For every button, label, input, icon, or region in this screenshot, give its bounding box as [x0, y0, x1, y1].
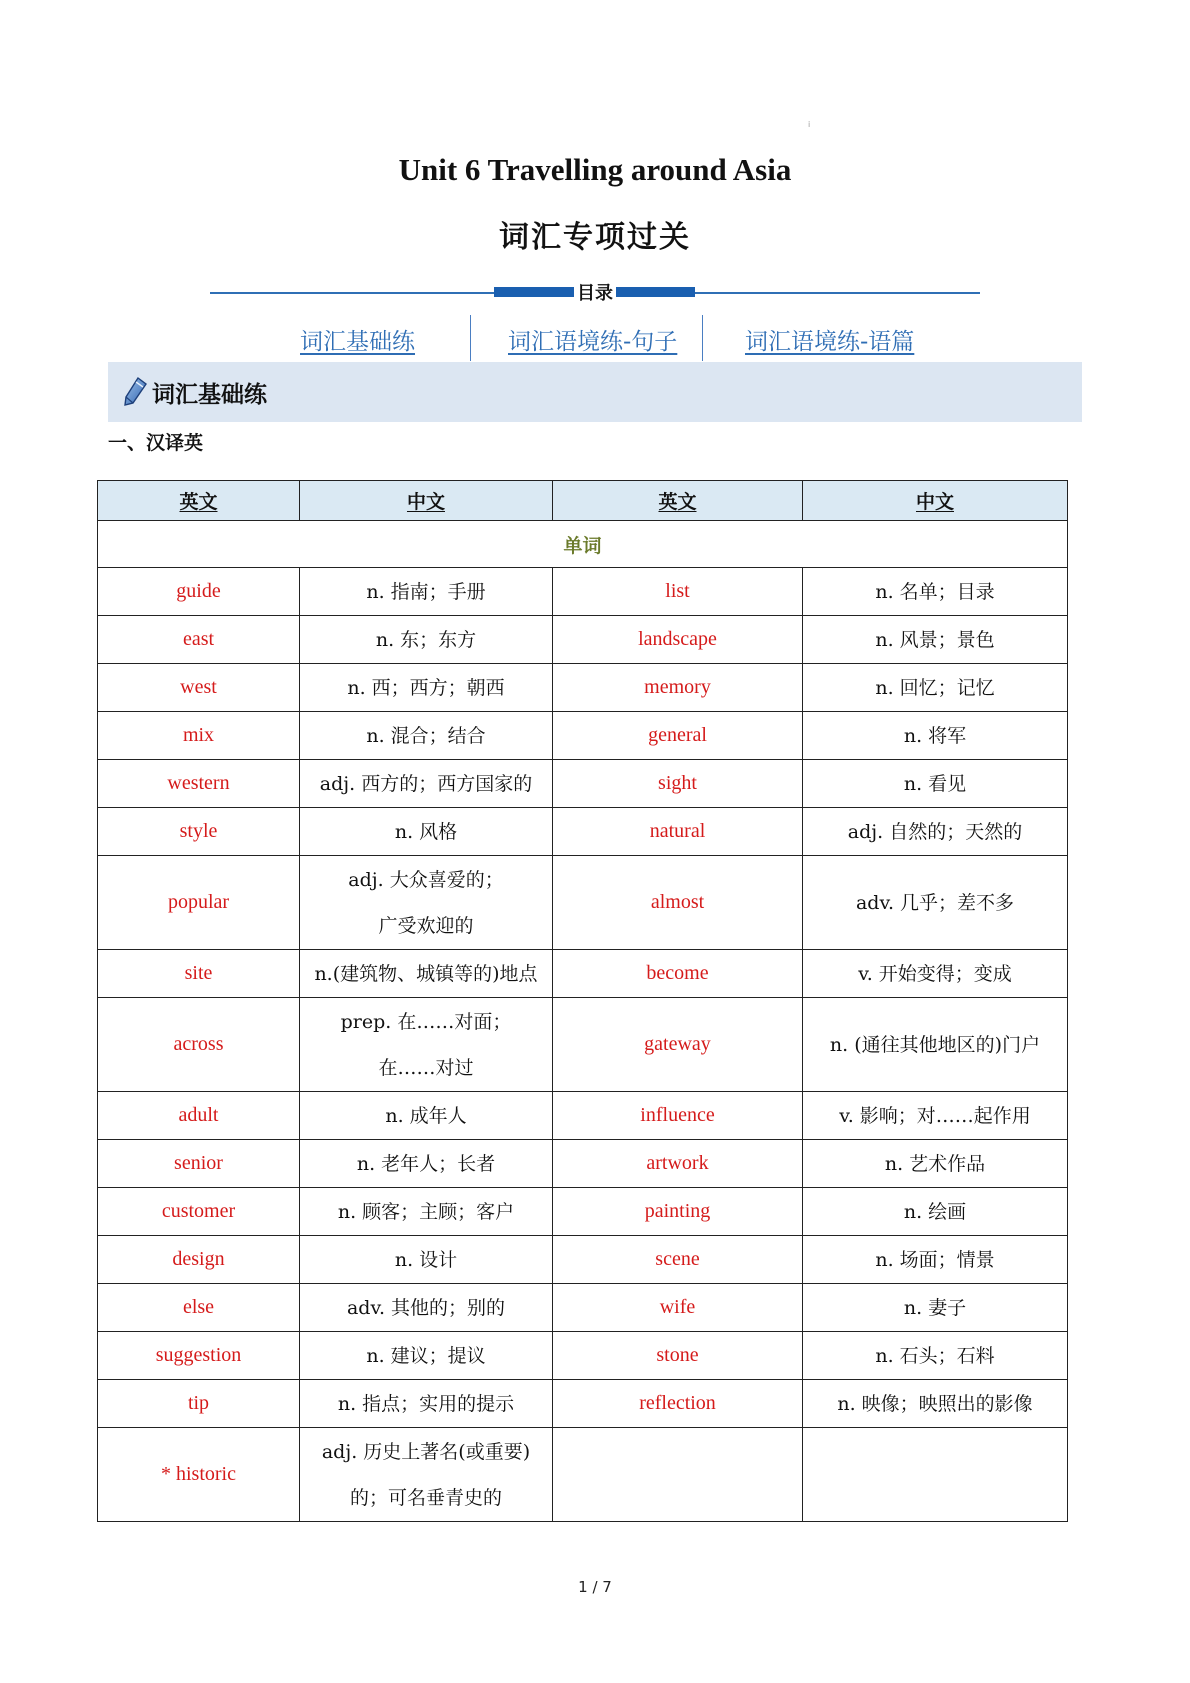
- english-word-cell: [553, 712, 803, 760]
- english-word-cell: [98, 1092, 300, 1140]
- chinese-meaning-cell: [803, 664, 1068, 712]
- chinese-meaning-cell: [803, 616, 1068, 664]
- chinese-meaning: adj. 自然的；天然的: [847, 820, 1023, 843]
- chinese-meaning: n. 西；西方；朝西: [347, 676, 505, 699]
- toc-link-passage[interactable]: 词汇语境练-语篇: [745, 329, 915, 355]
- toc-block-right: [616, 287, 695, 297]
- chinese-meaning: v. 影响；对……起作用: [839, 1104, 1031, 1127]
- chinese-meaning-cell: [300, 950, 553, 998]
- chinese-meaning: 的；可名垂青史的: [349, 1486, 502, 1509]
- table-row: [98, 1428, 1068, 1522]
- chinese-meaning: n. 场面；情景: [875, 1248, 995, 1271]
- english-word-cell: [98, 1188, 300, 1236]
- english-word: * historic: [161, 1463, 236, 1485]
- english-word-cell: [553, 568, 803, 616]
- chinese-meaning-cell: [300, 1428, 553, 1522]
- chinese-meaning: n. 顾客；主顾；客户: [337, 1200, 515, 1223]
- chinese-meaning: n. 风格: [394, 820, 458, 843]
- chinese-meaning-cell: [803, 1380, 1068, 1428]
- english-word-cell: [553, 808, 803, 856]
- chinese-meaning: n. 绘画: [903, 1200, 967, 1223]
- english-word-cell: [98, 856, 300, 950]
- english-word: western: [167, 772, 230, 794]
- toc-link-basic[interactable]: 词汇基础练: [300, 329, 415, 355]
- table-row: [98, 1284, 1068, 1332]
- group-row: [98, 521, 1068, 568]
- english-word: popular: [167, 891, 230, 913]
- english-word-cell: [98, 808, 300, 856]
- chinese-meaning-cell: [300, 664, 553, 712]
- chinese-meaning-cell: [300, 712, 553, 760]
- chinese-meaning: n. 成年人: [385, 1104, 467, 1127]
- english-word: senior: [174, 1152, 223, 1174]
- english-word: influence: [640, 1104, 715, 1126]
- page-number: 1 / 7: [578, 1578, 612, 1596]
- chinese-meaning: adj. 大众喜爱的；: [348, 868, 504, 891]
- chinese-meaning: prep. 在……对面；: [340, 1010, 512, 1033]
- english-word-cell: [98, 1284, 300, 1332]
- english-word-cell: [553, 1140, 803, 1188]
- chinese-meaning: v. 开始变得；变成: [858, 962, 1012, 985]
- table-row: [98, 1332, 1068, 1380]
- chinese-meaning-cell: [300, 568, 553, 616]
- chinese-meaning-cell: [803, 998, 1068, 1092]
- english-word-cell: [553, 1188, 803, 1236]
- chinese-meaning: n. 映像；映照出的影像: [837, 1392, 1033, 1415]
- english-word-cell: [553, 998, 803, 1092]
- chinese-meaning-cell: [300, 1380, 553, 1428]
- chinese-meaning: n. 指点；实用的提示: [337, 1392, 515, 1415]
- english-word: else: [182, 1296, 215, 1318]
- english-word: almost: [650, 891, 705, 913]
- chinese-meaning-cell: [803, 568, 1068, 616]
- chinese-meaning: n. 看见: [903, 772, 967, 795]
- section-title: 词汇基础练: [152, 382, 267, 408]
- column-header-chinese: 中文: [803, 481, 1068, 521]
- english-word: tip: [187, 1392, 210, 1414]
- group-label: 单词: [98, 521, 1068, 568]
- chinese-meaning-cell: [803, 760, 1068, 808]
- chinese-meaning-cell: [803, 808, 1068, 856]
- chinese-meaning-cell: [803, 1140, 1068, 1188]
- page-subtitle: 词汇专项过关: [499, 220, 691, 255]
- english-word-cell: [553, 616, 803, 664]
- english-word: reflection: [639, 1392, 716, 1414]
- english-word: west: [180, 676, 217, 698]
- english-word-cell: [553, 1428, 803, 1522]
- chinese-meaning-cell: [803, 1236, 1068, 1284]
- english-word-cell: [98, 568, 300, 616]
- chinese-meaning: n. 东；东方: [375, 628, 477, 651]
- page-title: Unit 6 Travelling around Asia: [398, 152, 792, 187]
- table-row: [98, 1092, 1068, 1140]
- english-word: across: [173, 1033, 224, 1055]
- chinese-meaning-cell: [300, 1140, 553, 1188]
- chinese-meaning: adj. 历史上著名(或重要): [321, 1440, 531, 1463]
- english-word-cell: [98, 1380, 300, 1428]
- english-word: mix: [182, 724, 215, 746]
- chinese-meaning-cell: [300, 856, 553, 950]
- english-word: east: [182, 628, 215, 650]
- column-header-english: 英文: [553, 481, 803, 521]
- english-word-cell: [98, 664, 300, 712]
- english-word: artwork: [646, 1152, 709, 1174]
- chinese-meaning: n. 艺术作品: [884, 1152, 986, 1175]
- chinese-meaning: n. 建议；提议: [366, 1344, 486, 1367]
- exercise-heading: 一、汉译英: [108, 432, 204, 454]
- english-word-cell: [98, 1236, 300, 1284]
- table-row: [98, 616, 1068, 664]
- english-word-cell: [553, 856, 803, 950]
- chinese-meaning: n. 老年人；长者: [356, 1152, 496, 1175]
- english-word: stone: [656, 1344, 699, 1366]
- chinese-meaning-cell: [803, 1332, 1068, 1380]
- table-row: [98, 808, 1068, 856]
- english-word: site: [184, 962, 213, 984]
- column-header-english: 英文: [98, 481, 300, 521]
- toc-block-left: [494, 287, 574, 297]
- english-word: landscape: [638, 628, 717, 650]
- chinese-meaning: n. (通往其他地区的)门户: [829, 1033, 1041, 1056]
- chinese-meaning-cell: [803, 1428, 1068, 1522]
- english-word-cell: [553, 1284, 803, 1332]
- chinese-meaning-cell: [803, 856, 1068, 950]
- english-word-cell: [553, 1092, 803, 1140]
- table-row: [98, 760, 1068, 808]
- chinese-meaning-cell: [300, 1332, 553, 1380]
- english-word-cell: [553, 1236, 803, 1284]
- english-word-cell: [553, 1332, 803, 1380]
- toc-nav: [0, 315, 1190, 363]
- table-row: [98, 950, 1068, 998]
- vocabulary-table: [97, 480, 1068, 1522]
- chinese-meaning-cell: [300, 998, 553, 1092]
- english-word-cell: [98, 950, 300, 998]
- english-word-cell: [98, 616, 300, 664]
- chinese-meaning: n. 混合；结合: [366, 724, 486, 747]
- table-row: [98, 1140, 1068, 1188]
- english-word-cell: [553, 1380, 803, 1428]
- chinese-meaning-cell: [803, 1092, 1068, 1140]
- corner-mark: ⅰ: [808, 120, 811, 129]
- english-word: natural: [649, 820, 706, 842]
- english-word-cell: [98, 1428, 300, 1522]
- table-row: [98, 1380, 1068, 1428]
- chinese-meaning-cell: [803, 1284, 1068, 1332]
- chinese-meaning-cell: [300, 1236, 553, 1284]
- english-word-cell: [553, 950, 803, 998]
- chinese-meaning: n. 石头；石料: [875, 1344, 995, 1367]
- english-word: customer: [161, 1200, 236, 1222]
- chinese-meaning-cell: [300, 1284, 553, 1332]
- toc-link-sentence[interactable]: 词汇语境练-句子: [508, 329, 678, 355]
- chinese-meaning: adv. 其他的；别的: [346, 1296, 506, 1319]
- english-word: design: [172, 1248, 225, 1270]
- chinese-meaning: 在……对过: [378, 1056, 474, 1079]
- chinese-meaning: n. 回忆；记忆: [875, 676, 995, 699]
- english-word: general: [648, 724, 707, 746]
- english-word: painting: [644, 1200, 711, 1222]
- toc-rule-right: [695, 292, 980, 294]
- chinese-meaning-cell: [300, 760, 553, 808]
- english-word: list: [665, 580, 690, 602]
- chinese-meaning: n. 将军: [903, 724, 967, 747]
- english-word-cell: [98, 1332, 300, 1380]
- table-row: [98, 664, 1068, 712]
- chinese-meaning: n. 风景；景色: [875, 628, 995, 651]
- chinese-meaning-cell: [300, 808, 553, 856]
- english-word: scene: [655, 1248, 700, 1270]
- chinese-meaning: n. 指南；手册: [366, 580, 486, 603]
- english-word: style: [179, 820, 218, 842]
- table-header-row: [98, 481, 1068, 521]
- english-word: gateway: [644, 1033, 711, 1055]
- english-word-cell: [98, 760, 300, 808]
- chinese-meaning: adj. 西方的；西方国家的: [319, 772, 533, 795]
- table-row: [98, 712, 1068, 760]
- english-word-cell: [98, 998, 300, 1092]
- chinese-meaning-cell: [803, 712, 1068, 760]
- table-row: [98, 1188, 1068, 1236]
- toc-divider: [470, 315, 471, 361]
- english-word: memory: [644, 676, 711, 698]
- chinese-meaning-cell: [300, 616, 553, 664]
- toc-rule-left: [210, 292, 494, 294]
- english-word: guide: [176, 580, 221, 602]
- table-row: [98, 998, 1068, 1092]
- english-word-cell: [553, 760, 803, 808]
- toc-label: 目录: [574, 279, 616, 305]
- section-header: [108, 362, 1082, 422]
- english-word-cell: [553, 664, 803, 712]
- english-word: wife: [659, 1296, 696, 1318]
- table-row: [98, 568, 1068, 616]
- english-word: sight: [658, 772, 697, 794]
- chinese-meaning: adv. 几乎；差不多: [855, 891, 1015, 914]
- chinese-meaning: n. 设计: [394, 1248, 458, 1271]
- chinese-meaning-cell: [803, 1188, 1068, 1236]
- english-word-cell: [98, 712, 300, 760]
- table-row: [98, 856, 1068, 950]
- chinese-meaning-cell: [300, 1092, 553, 1140]
- pencil-icon: [122, 376, 148, 406]
- english-word: become: [646, 962, 709, 984]
- chinese-meaning: n. 名单；目录: [875, 580, 995, 603]
- english-word: suggestion: [155, 1344, 242, 1366]
- table-row: [98, 1236, 1068, 1284]
- chinese-meaning-cell: [300, 1188, 553, 1236]
- chinese-meaning: 广受欢迎的: [378, 914, 474, 937]
- chinese-meaning: n.(建筑物、城镇等的)地点: [314, 962, 538, 985]
- chinese-meaning-cell: [803, 950, 1068, 998]
- toc-divider: [702, 315, 703, 361]
- column-header-chinese: 中文: [300, 481, 553, 521]
- english-word: adult: [178, 1104, 219, 1126]
- chinese-meaning: n. 妻子: [903, 1296, 967, 1319]
- english-word-cell: [98, 1140, 300, 1188]
